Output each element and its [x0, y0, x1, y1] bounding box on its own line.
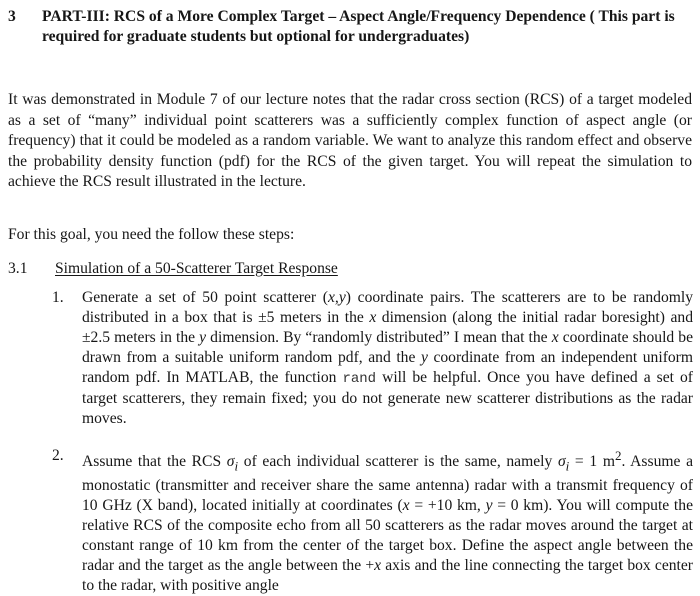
list-item-marker: 1. — [52, 289, 64, 306]
heading-title: PART-III: RCS of a More Complex Target – Aspect Angle/Frequency Dependence ( This part is required for graduate students but optional for undergraduates) — [42, 8, 675, 45]
heading-number: 3 — [8, 8, 16, 25]
steps-intro: For this goal, you need the follow these steps: — [8, 226, 295, 243]
subsection-number: 3.1 — [8, 260, 28, 277]
list-item-text: Assume that the RCS $\sigma_i$ of each individual scatterer is the same, namely $\sigma_i = 1$ $m^2$. Assume a monostatic (transmitter and receiver share the same antenna) radar with a transmit frequency of 10 GHz (X band), located initially at coordinates (x = +10 km, y = 0 km). You will compute the relative RCS of the composite echo from all 50 scatterers as the radar moves around the target at constant range of 10 km from the center of the target box. Define the aspect angle between the radar and the target as the angle between the +x axis and the line connecting the target box center to the radar, with positive angle — [82, 448, 694, 595]
code-rand: rand — [342, 371, 377, 387]
intro-paragraph: It was demonstrated in Module 7 of our lecture notes that the radar cross section (RCS) of a target modeled as a set of “many” individual point scatterers was a sufficiently complex function of aspect angle (or frequency) that it could be modeled as a random variable. We want to analyze this random effect and observe the probability density function (pdf) for the RCS of the given target. You will repeat the simulation to achieve the RCS result illustrated in the lecture. — [8, 91, 692, 190]
list-item-marker: 2. — [52, 447, 64, 464]
list-item-text: Generate a set of 50 point scatterer (x,y) coordinate pairs. The scatterers are to be randomly distributed in a box that is ±5 meters in the x dimension (along the initial radar boresight) and ±2.5 meters in the y dimension. By “randomly distributed” I mean that the x coordinate should be drawn from a suitable uniform random pdf, and the y coordinate from an independent uniform random pdf. In MATLAB, the function rand will be helpful. Once you have defined a set of target scatterers, they remain fixed; you do not generate new scatterer distributions as the radar moves. — [82, 289, 694, 427]
subsection-title: Simulation of a 50-Scatterer Target Response — [55, 260, 338, 277]
